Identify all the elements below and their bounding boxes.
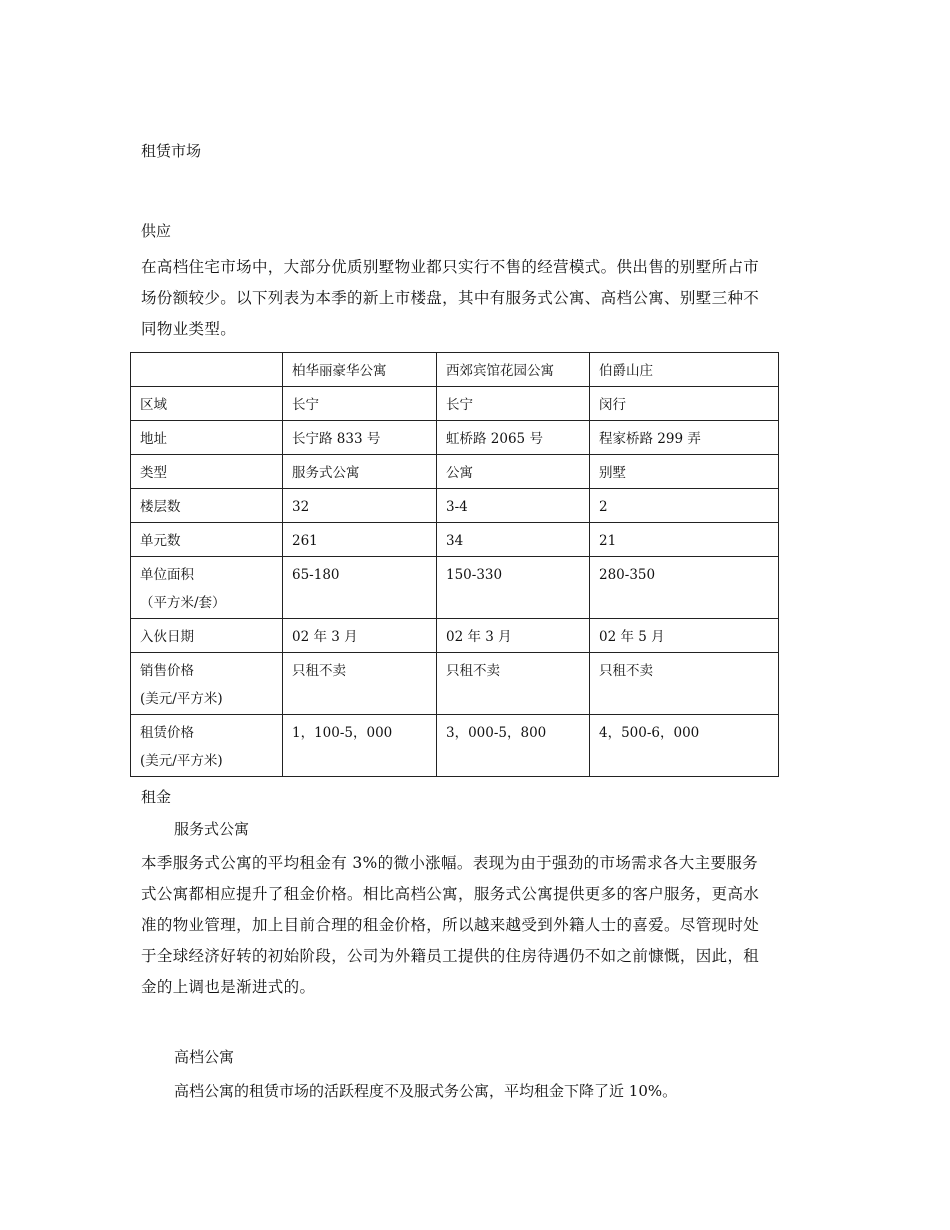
table-cell: 长宁 (283, 387, 437, 421)
heading-rent: 租金 (141, 788, 172, 806)
table-cell: 280-350 (590, 557, 779, 619)
table-cell: 4，500-6，000 (590, 715, 779, 777)
table-row (131, 387, 779, 421)
table-row (131, 715, 779, 777)
table-cell: 34 (437, 523, 590, 557)
supply-paragraph (141, 252, 811, 345)
table-header-cell: 西郊宾馆花园公寓 (437, 353, 590, 387)
serviced-apartment-paragraph (141, 848, 811, 1003)
row-label: 类型 (131, 455, 283, 489)
row-label: 地址 (131, 421, 283, 455)
table-row (131, 653, 779, 715)
row-label-line: 销售价格 (140, 663, 194, 679)
table-row (131, 619, 779, 653)
table-cell: 虹桥路 2065 号 (437, 421, 590, 455)
table-cell: 3，000-5，800 (437, 715, 590, 777)
table-cell: 32 (283, 489, 437, 523)
supply-line-2: 场份额较少。以下列表为本季的新上市楼盘，其中有服务式公寓、高档公寓、别墅三种不 (141, 289, 760, 307)
table-cell: 服务式公寓 (283, 455, 437, 489)
row-label-line: 租赁价格 (140, 725, 194, 741)
row-label: 楼层数 (131, 489, 283, 523)
table-cell: 2 (590, 489, 779, 523)
row-label (131, 715, 283, 777)
table-cell: 长宁路 833 号 (283, 421, 437, 455)
row-label: 单元数 (131, 523, 283, 557)
table-cell: 闵行 (590, 387, 779, 421)
serviced-line-5: 金的上调也是渐进式的。 (141, 978, 316, 996)
serviced-line-4: 于全球经济好转的初始阶段，公司为外籍员工提供的住房待遇仍不如之前慷慨，因此，租 (141, 947, 760, 965)
table-cell: 1，100-5，000 (283, 715, 437, 777)
table-row (131, 557, 779, 619)
table-row (131, 421, 779, 455)
subheading-luxury-apartment: 高档公寓 (174, 1048, 235, 1066)
row-label-unit: （平方米/套） (140, 595, 226, 611)
table-cell: 21 (590, 523, 779, 557)
new-listings-table (130, 352, 779, 777)
heading-supply: 供应 (141, 222, 172, 240)
row-label-unit: (美元/平方米) (140, 691, 223, 707)
supply-line-3: 同物业类型。 (141, 320, 237, 338)
table-header-cell (131, 353, 283, 387)
table-cell: 02 年 5 月 (590, 619, 779, 653)
row-label-line: 单位面积 (140, 567, 194, 583)
table-cell: 别墅 (590, 455, 779, 489)
table-row (131, 523, 779, 557)
table-cell: 只租不卖 (590, 653, 779, 715)
table-cell: 02 年 3 月 (437, 619, 590, 653)
serviced-line-3: 准的物业管理，加上目前合理的租金价格，所以越来越受到外籍人士的喜爱。尽管现时处 (141, 916, 760, 934)
table-cell: 261 (283, 523, 437, 557)
serviced-line-2: 式公寓都相应提升了租金价格。相比高档公寓，服务式公寓提供更多的客户服务，更高水 (141, 885, 760, 903)
table-header-row (131, 353, 779, 387)
table-cell: 150-330 (437, 557, 590, 619)
table-cell: 3-4 (437, 489, 590, 523)
table-cell: 只租不卖 (283, 653, 437, 715)
subheading-serviced-apartment: 服务式公寓 (174, 820, 250, 838)
row-label (131, 653, 283, 715)
row-label: 区域 (131, 387, 283, 421)
table-cell: 只租不卖 (437, 653, 590, 715)
table-cell: 02 年 3 月 (283, 619, 437, 653)
table-cell: 65-180 (283, 557, 437, 619)
table-row (131, 455, 779, 489)
table-header-cell: 伯爵山庄 (590, 353, 779, 387)
table-header-cell: 柏华丽豪华公寓 (283, 353, 437, 387)
row-label: 入伙日期 (131, 619, 283, 653)
row-label (131, 557, 283, 619)
table-row (131, 489, 779, 523)
supply-line-1: 在高档住宅市场中，大部分优质别墅物业都只实行不售的经营模式。供出售的别墅所占市 (141, 258, 760, 276)
row-label-unit: (美元/平方米) (140, 753, 223, 769)
table-cell: 长宁 (437, 387, 590, 421)
table-cell: 程家桥路 299 弄 (590, 421, 779, 455)
table-cell: 公寓 (437, 455, 590, 489)
heading-rental-market: 租赁市场 (141, 142, 202, 160)
luxury-apartment-text: 高档公寓的租赁市场的活跃程度不及服式务公寓，平均租金下降了近 10%。 (174, 1082, 678, 1100)
serviced-line-1: 本季服务式公寓的平均租金有 3%的微小涨幅。表现为由于强劲的市场需求各大主要服务 (141, 854, 759, 872)
